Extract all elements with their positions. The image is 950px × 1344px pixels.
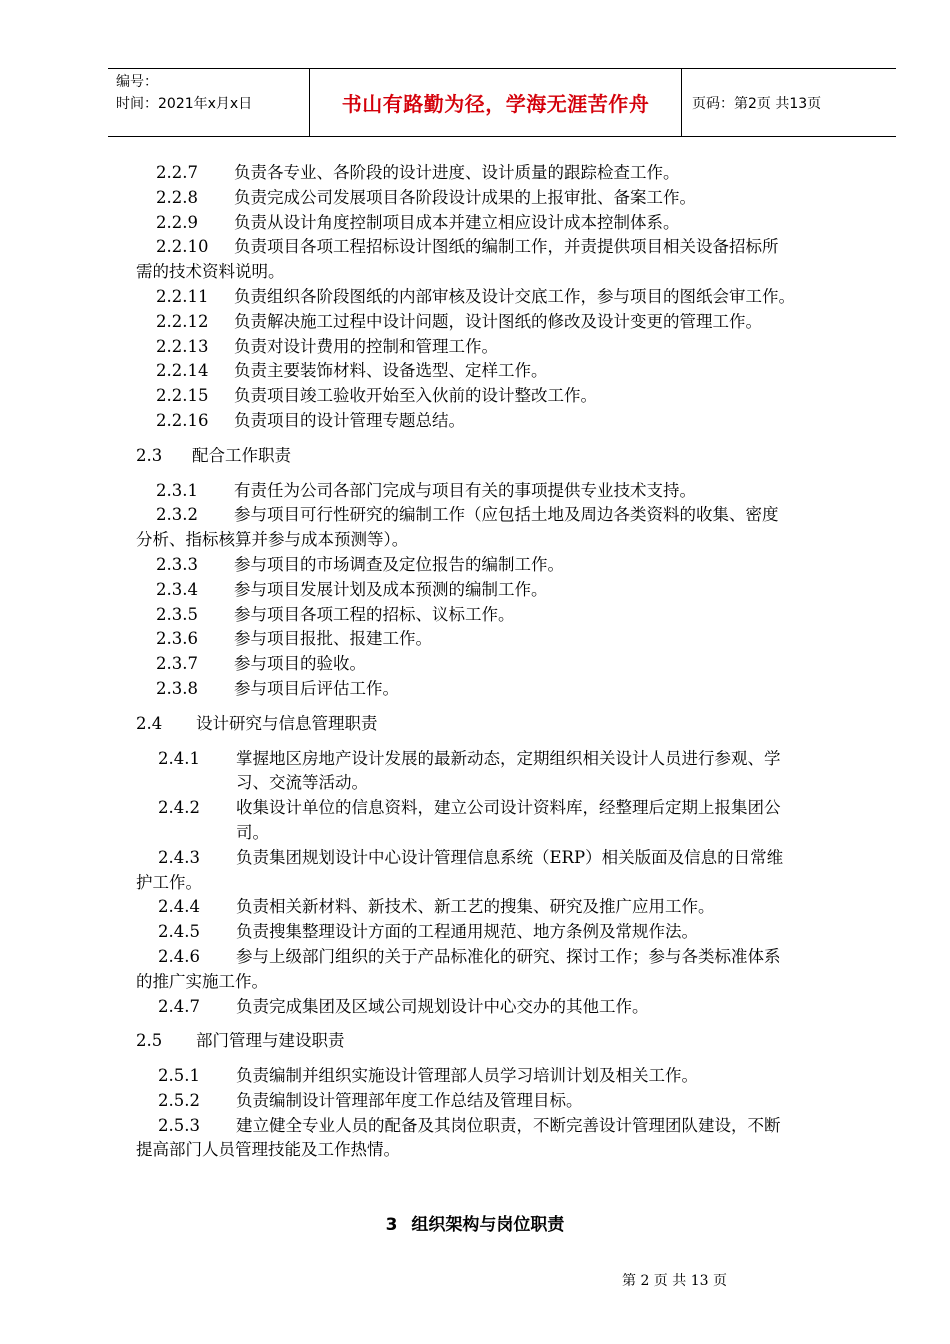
- header-page-label: 页码：第2页 共13页: [692, 95, 822, 112]
- header-meta: [108, 69, 310, 136]
- item-text: 负责从设计角度控制项目成本并建立相应设计成本控制体系。: [234, 212, 680, 232]
- list-item: [136, 1064, 876, 1089]
- item-text: 负责编制并组织实施设计管理部人员学习培训计划及相关工作。: [236, 1066, 698, 1086]
- item-text: 参与项目报批、报建工作。: [234, 629, 432, 649]
- item-number: 2.4.4: [158, 897, 200, 917]
- item-text: 参与上级部门组织的关于产品标准化的研究、探讨工作；参与各类标准体系: [236, 946, 781, 966]
- item-continuation: 习、交流等活动。: [236, 773, 368, 793]
- section-2-5-items: [136, 1064, 876, 1163]
- item-number: 2.5.2: [158, 1090, 200, 1110]
- list-item: [136, 1114, 876, 1139]
- item-text: 有责任为公司各部门完成与项目有关的事项提供专业技术支持。: [234, 480, 696, 500]
- item-number: 2.3.3: [156, 554, 198, 574]
- list-item: [136, 409, 876, 434]
- list-item: [136, 384, 876, 409]
- item-text: 参与项目的市场调查及定位报告的编制工作。: [234, 554, 564, 574]
- item-number: 2.4.5: [158, 922, 200, 942]
- item-text: 负责各专业、各阶段的设计进度、设计质量的跟踪检查工作。: [234, 163, 680, 182]
- item-number: 2.2.11: [156, 286, 209, 306]
- section-title: 设计研究与信息管理职责: [196, 713, 378, 733]
- section-heading-2-4: [136, 712, 876, 737]
- section-2-2-items: [136, 161, 876, 434]
- document-body: [136, 161, 876, 1163]
- item-text: 参与项目的验收。: [234, 654, 366, 674]
- item-text: 负责项目各项工程招标设计图纸的编制工作，并责提供项目相关设备招标所: [234, 237, 779, 257]
- chapter-title: 组织架构与岗位职责: [411, 1215, 565, 1235]
- item-text: 负责项目的设计管理专题总结。: [234, 410, 465, 430]
- item-number: 2.4.7: [158, 996, 200, 1016]
- list-item: [136, 335, 876, 360]
- item-text: 负责组织各阶段图纸的内部审核及设计交底工作，参与项目的图纸会审工作。: [234, 286, 795, 306]
- item-number: 2.3.5: [156, 604, 198, 624]
- item-text: 负责完成集团及区域公司规划设计中心交办的其他工作。: [236, 996, 649, 1016]
- list-item: [136, 995, 876, 1020]
- list-item: [136, 479, 876, 504]
- item-text: 负责相关新材料、新技术、新工艺的搜集、研究及推广应用工作。: [236, 897, 715, 917]
- section-2-4-items: [136, 747, 876, 1020]
- list-item: [136, 161, 876, 186]
- list-item: [136, 578, 876, 603]
- list-item: [136, 627, 876, 652]
- item-continuation: 司。: [236, 822, 269, 842]
- item-text: 参与项目后评估工作。: [234, 678, 399, 698]
- item-number: 2.3.1: [156, 480, 198, 500]
- section-number: 2.5: [136, 1031, 163, 1051]
- list-item: [136, 652, 876, 677]
- list-item: [136, 310, 876, 335]
- item-number: 2.4.6: [158, 946, 200, 966]
- item-text: 负责完成公司发展项目各阶段设计成果的上报审批、备案工作。: [234, 187, 696, 207]
- item-number: 2.3.8: [156, 678, 198, 698]
- list-item: [136, 285, 876, 310]
- item-text: 参与项目发展计划及成本预测的编制工作。: [234, 579, 548, 599]
- item-number: 2.2.7: [156, 163, 198, 182]
- item-number: 2.3.7: [156, 654, 198, 674]
- item-number: 2.2.12: [156, 311, 209, 331]
- list-item: [136, 186, 876, 211]
- item-continuation: 提高部门人员管理技能及工作热情。: [136, 1140, 400, 1160]
- header-table: [108, 68, 896, 137]
- item-number: 2.5.1: [158, 1066, 200, 1086]
- item-text: 建立健全专业人员的配备及其岗位职责，不断完善设计管理团队建设，不断: [236, 1115, 781, 1135]
- list-item: [136, 677, 876, 702]
- page-footer: 第 2 页 共 13 页: [622, 1273, 727, 1289]
- item-number: 2.2.15: [156, 386, 209, 406]
- list-item: [136, 603, 876, 628]
- item-continuation: 分析、指标核算并参与成本预测等）。: [136, 530, 409, 550]
- item-number: 2.3.6: [156, 629, 198, 649]
- item-text: 负责主要装饰材料、设备选型、定样工作。: [234, 361, 548, 381]
- item-number: 2.3.2: [156, 505, 198, 525]
- item-text: 负责搜集整理设计方面的工程通用规范、地方条例及常规作法。: [236, 922, 698, 942]
- item-number: 2.4.2: [158, 798, 200, 818]
- document-number-label: 编号：: [116, 74, 158, 90]
- header-motto: 书山有路勤为径，学海无涯苦作舟: [310, 69, 682, 136]
- section-title: 配合工作职责: [192, 445, 291, 465]
- list-item: [136, 846, 876, 871]
- list-item: [136, 747, 876, 772]
- item-number: 2.2.14: [156, 361, 209, 381]
- item-text: 负责项目竣工验收开始至入伙前的设计整改工作。: [234, 386, 597, 406]
- item-number: 2.3.4: [156, 579, 198, 599]
- item-number: 2.2.13: [156, 336, 209, 356]
- list-item: [136, 359, 876, 384]
- section-title: 部门管理与建设职责: [196, 1031, 345, 1051]
- item-number: 2.5.3: [158, 1115, 200, 1135]
- list-item: [136, 920, 876, 945]
- chapter-heading: [0, 1210, 950, 1235]
- list-item: [136, 796, 876, 821]
- list-item: [136, 503, 876, 528]
- item-number: 2.2.16: [156, 410, 209, 430]
- item-text: 收集设计单位的信息资料，建立公司设计资料库，经整理后定期上报集团公: [236, 798, 781, 818]
- list-item: [136, 235, 876, 260]
- item-continuation: 的推广实施工作。: [136, 971, 268, 991]
- section-number: 2.3: [136, 445, 163, 465]
- section-2-3-items: [136, 479, 876, 702]
- item-text: 参与项目可行性研究的编制工作（应包括土地及周边各类资料的收集、密度: [234, 505, 779, 525]
- chapter-number: 3: [385, 1215, 398, 1235]
- item-text: 负责集团规划设计中心设计管理信息系统（ERP）相关版面及信息的日常维: [236, 847, 784, 867]
- item-number: 2.2.9: [156, 212, 198, 232]
- item-text: 负责对设计费用的控制和管理工作。: [234, 336, 498, 356]
- item-text: 掌握地区房地产设计发展的最新动态，定期组织相关设计人员进行参观、学: [236, 748, 781, 768]
- list-item: [136, 211, 876, 236]
- item-number: 2.2.10: [156, 237, 209, 257]
- item-number: 2.2.8: [156, 187, 198, 207]
- item-text: 负责解决施工过程中设计问题，设计图纸的修改及设计变更的管理工作。: [234, 311, 762, 331]
- item-text: 负责编制设计管理部年度工作总结及管理目标。: [236, 1090, 583, 1110]
- document-time-label: 时间：2021年x月x日: [116, 96, 253, 112]
- list-item: [136, 1089, 876, 1114]
- section-number: 2.4: [136, 713, 163, 733]
- list-item: [136, 945, 876, 970]
- item-number: 2.4.3: [158, 847, 200, 867]
- section-heading-2-5: [136, 1029, 876, 1054]
- list-item: [136, 553, 876, 578]
- item-continuation: 需的技术资料说明。: [136, 262, 285, 282]
- item-number: 2.4.1: [158, 748, 200, 768]
- list-item: [136, 895, 876, 920]
- item-continuation: 护工作。: [136, 872, 202, 892]
- section-heading-2-3: [136, 444, 876, 469]
- item-text: 参与项目各项工程的招标、议标工作。: [234, 604, 515, 624]
